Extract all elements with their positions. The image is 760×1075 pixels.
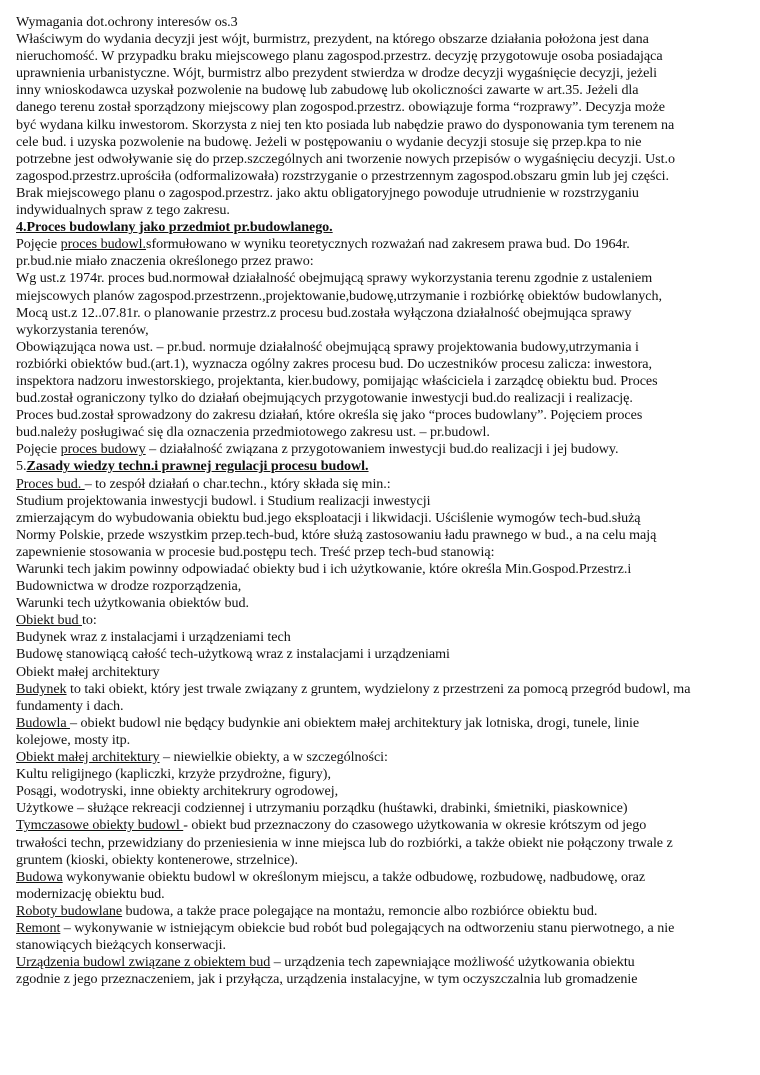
text-line — [16, 305, 742, 322]
text-line — [16, 681, 742, 698]
text-span: zapewnienie stosowania w procesie bud.postępu tech. Treść przep tech-bud stanowią: — [16, 543, 495, 560]
section-heading: Zasady wiedzy techn.i prawnej regulacji procesu budowl. — [26, 458, 369, 475]
text-span: wykorzystania terenów, — [16, 321, 149, 338]
underlined-term: Urządzenia budowl związane z obiektem bud — [16, 954, 271, 971]
text-span: to: — [82, 612, 97, 629]
text-span: Normy Polskie, przede wszystkim przep.tech-bud, które służą zastosowaniu ładu prawnego w bud., a na celu mają — [16, 526, 657, 543]
text-span: Mocą ust.z 12..07.81r. o planowanie przestrz.z procesu bud.została wyłączona działalność obejmująca sprawy — [16, 304, 632, 321]
text-line — [16, 458, 742, 475]
underlined-term: Obiekt bud — [16, 612, 82, 629]
text-line — [16, 612, 742, 629]
text-span: Budowę stanowiącą całość tech-użytkową wraz z instalacjami i urządzeniami — [16, 646, 450, 663]
underlined-term: Tymczasowe obiekty budowl — [16, 817, 184, 834]
text-span: cele bud. i uzyska pozwolenie na budowę. Jeżeli w postępowaniu o wydanie decyzji stosuje się przep.kpa to nie — [16, 133, 642, 150]
text-line — [16, 510, 742, 527]
text-line — [16, 288, 742, 305]
text-line — [16, 800, 742, 817]
text-line — [16, 903, 742, 920]
text-span: Budynek wraz z instalacjami i urządzeniami tech — [16, 629, 291, 646]
text-line — [16, 356, 742, 373]
text-line — [16, 629, 742, 646]
text-span: inspektora nadzoru inwestorskiego, projektanta, kier.budowy, pomijając właściciela i zarządcę obiektu bud. Proces — [16, 372, 658, 389]
text-line — [16, 493, 742, 510]
text-span: zmierzającym do wybudowania obiektu bud.jego eksploatacji i likwidacji. Uściślenie wymogów tech-bud.służą — [16, 509, 641, 526]
text-line — [16, 544, 742, 561]
text-line — [16, 766, 742, 783]
text-span: Wg ust.z 1974r. proces bud.normował działalność obejmującą sprawy wykorzystania terenu zgodnie z ustaleniem — [16, 270, 653, 287]
text-line — [16, 117, 742, 134]
text-line — [16, 99, 742, 116]
text-line — [16, 646, 742, 663]
text-span: nieruchomość. W przypadku braku miejscowego planu zagospod.przestrz. decyzję przygotowuje osoba posiadająca — [16, 48, 663, 65]
underlined-term: Budowla — [16, 714, 71, 731]
text-span: – działalność związana z przygotowaniem inwestycji bud.do realizacji i jej budowy. — [145, 441, 619, 458]
text-line — [16, 869, 742, 886]
text-span: modernizację obiektu bud. — [16, 885, 165, 902]
text-span: Użytkowe – służące rekreacji codziennej i utrzymaniu porządku (huśtawki, drabinki, śmietniki, piaskownice) — [16, 800, 628, 817]
underlined-term: Budowa — [16, 868, 63, 885]
text-span: wykonywanie obiektu budowl w określonym miejscu, a także odbudowę, rozbudowę, nadbudowę, oraz — [62, 868, 646, 885]
text-line — [16, 82, 742, 99]
text-line — [16, 168, 742, 185]
text-line — [16, 835, 742, 852]
text-span: Obowiązująca nowa ust. – pr.bud. normuje działalność obejmującą sprawy projektowania budowy,utrzymania i — [16, 338, 639, 355]
text-span: Obiekt małej architektury — [16, 663, 160, 680]
text-span: kolejowe, mosty itp. — [16, 731, 131, 748]
text-span: trwałości techn, przewidziany do przeniesienia w inne miejsca lub do rozbiórki, a także obiekt nie połączony trwale z — [16, 834, 673, 851]
text-line — [16, 817, 742, 834]
text-line — [16, 31, 742, 48]
text-line — [16, 48, 742, 65]
text-line — [16, 749, 742, 766]
text-span: 5. — [16, 458, 27, 475]
text-line — [16, 202, 742, 219]
text-span: sformułowano w wyniku teoretycznych rozważań nad zakresem prawa bud. Do 1964r. — [146, 236, 630, 253]
text-line — [16, 373, 742, 390]
text-line — [16, 253, 742, 270]
text-span: Warunki tech jakim powinny odpowiadać obiekty bud i ich użytkowanie, które określa Min.Gospod.Przestrz.i — [16, 561, 632, 577]
text-line — [16, 732, 742, 749]
underlined-term: proces budowy — [60, 441, 146, 458]
text-span: miejscowych planów zagospod.przestrzenn.,projektowanie,budowę,utrzymanie i rozbiórkę obiektów budowlanych, — [16, 287, 662, 304]
text-line — [16, 14, 742, 31]
text-span: fundamenty i dach. — [16, 697, 124, 714]
text-line — [16, 920, 742, 937]
section-heading: 4.Proces budowlany jako przedmiot pr.budowlanego. — [16, 219, 333, 236]
text-span: to taki obiekt, który jest trwale związany z gruntem, wydzielony z przestrzeni za pomocą przegród budowl, ma — [66, 680, 691, 697]
text-span: – urządzenia tech zapewniające możliwość użytkowania obiektu — [270, 954, 635, 971]
text-span: – to zespół działań o char.techn., który składa się min.: — [84, 475, 391, 492]
text-span: rozbiórki obiektów bud.(art.1), wyznacza ogólny zakres procesu bud. Do uczestników procesu zalicza: inwestora, — [16, 355, 652, 372]
underlined-term: Roboty budowlane — [16, 902, 123, 919]
text-line — [16, 339, 742, 356]
text-span: – obiekt budowl nie będący budynkie ani obiektem małej architektury jak lotniska, drogi, tunele, linie — [70, 714, 640, 731]
text-span: inny wnioskodawca uzyskał pozwolenie na budowę lub zabudowę lub okoliczności zawarte w art.35. Jeżeli dla — [16, 82, 639, 99]
text-span: uprawnienia urbanistyczne. Wójt, burmistrz albo prezydent stwierdza w drodze decyzji wygaśnięcie decyzji, jeżeli — [16, 65, 658, 82]
text-span: indywidualnych spraw z tego zakresu. — [16, 202, 230, 219]
text-span: – wykonywanie w istniejącym obiekcie bud robót bud polegających na odtworzeniu stanu pierwotnego, a nie — [60, 919, 675, 936]
text-span: gruntem (kioski, obiekty kontenerowe, strzelnice). — [16, 851, 299, 868]
text-span: Proces bud.został sprowadzony do zakresu działań, które określa się jako “proces budowlany”. Pojęciem proces — [16, 407, 643, 424]
underlined-term: Remont — [16, 919, 61, 936]
text-line — [16, 954, 742, 971]
text-span: Pojęcie — [16, 236, 61, 253]
underlined-term: proces budowl. — [60, 236, 147, 253]
text-span: zagospod.przestrz.uprościła (odformalizowała) rozstrzyganie o przestrzennym zagospod.obszaru gmin lub jej części. — [16, 167, 669, 184]
text-line — [16, 407, 742, 424]
text-span: danego terenu został sporządzony miejscowy plan zogospod.przestrz. obowiązuje forma “rozprawy”. Decyzja może — [16, 99, 665, 116]
text-span: zgodnie z jego przeznaczeniem, jak i przyłącza — [16, 971, 280, 988]
text-span: – niewielkie obiekty, a w szczególności: — [159, 749, 388, 766]
text-span: Studium projektowania inwestycji budowl. i Studium realizacji inwestycji — [16, 492, 431, 509]
text-line — [16, 527, 742, 544]
text-line — [16, 783, 742, 800]
text-line — [16, 971, 742, 988]
underlined-term: Obiekt małej architektury — [16, 749, 160, 766]
text-span: Pojęcie — [16, 441, 61, 458]
text-line — [16, 937, 742, 954]
underlined-term: Proces bud. — [16, 475, 85, 492]
text-span: potrzebne jest odwoływanie się do przep.szczególnych ani tworzenie nowych przepisów o wygaśnięciu decyzji. Ust.o — [16, 150, 675, 167]
text-span: - obiekt bud przeznaczony do czasowego użytkowania w okresie krótszym od jego — [183, 817, 647, 834]
text-span: pr.bud.nie miało znaczenia określonego przez prawo: — [16, 253, 314, 270]
text-line — [16, 65, 742, 82]
text-span: Budownictwa w drodze rozporządzenia, — [16, 578, 242, 595]
text-span: urządzenia instalacyjne, w tym oczyszczalnia lub gromadzenie — [282, 971, 638, 988]
text-line — [16, 561, 742, 578]
text-line — [16, 219, 742, 236]
text-line — [16, 236, 742, 253]
text-line — [16, 270, 742, 287]
text-span: Kultu religijnego (kapliczki, krzyże przydrożne, figury), — [16, 766, 331, 783]
text-span: być wydana kilku inwestorom. Skorzysta z niej ten kto posiada lub nabędzie prawo do dysponowania tym terenem na — [16, 116, 675, 133]
text-span: Wymagania dot.ochrony interesów os.3 — [16, 14, 238, 30]
text-line — [16, 578, 742, 595]
text-span: Warunki tech użytkowania obiektów bud. — [16, 595, 249, 612]
text-span: bud.należy posługiwać się dla oznaczenia przedmiotowego zakresu ust. – pr.budowl. — [16, 424, 490, 441]
underlined-term: , — [279, 971, 283, 988]
text-line — [16, 664, 742, 681]
text-line — [16, 424, 742, 441]
text-line — [16, 185, 742, 202]
text-span: Posągi, wodotryski, inne obiekty architekrury ogrodowej, — [16, 783, 339, 800]
text-line — [16, 476, 742, 493]
text-span: Brak miejscowego planu o zagospod.przestrz. jako aktu obligatoryjnego powoduje utrudnienie w rozstrzyganiu — [16, 184, 639, 201]
text-line — [16, 134, 742, 151]
text-line — [16, 151, 742, 168]
text-span: bud.został ograniczony tylko do działań obejmujących przygotowanie inwestycji bud.do realizacji i realizację. — [16, 390, 633, 407]
text-line — [16, 698, 742, 715]
text-line — [16, 852, 742, 869]
text-line — [16, 595, 742, 612]
text-span: budowa, a także prace polegające na montażu, remoncie albo rozbiórce obiektu bud. — [122, 902, 598, 919]
text-line — [16, 390, 742, 407]
text-span: stanowiących bieżących konserwacji. — [16, 937, 226, 954]
underlined-term: Budynek — [16, 680, 67, 697]
text-line — [16, 886, 742, 903]
text-line — [16, 441, 742, 458]
text-line — [16, 715, 742, 732]
text-line — [16, 322, 742, 339]
text-span: Właściwym do wydania decyzji jest wójt, burmistrz, prezydent, na którego obszarze działania położona jest dana — [16, 31, 649, 48]
